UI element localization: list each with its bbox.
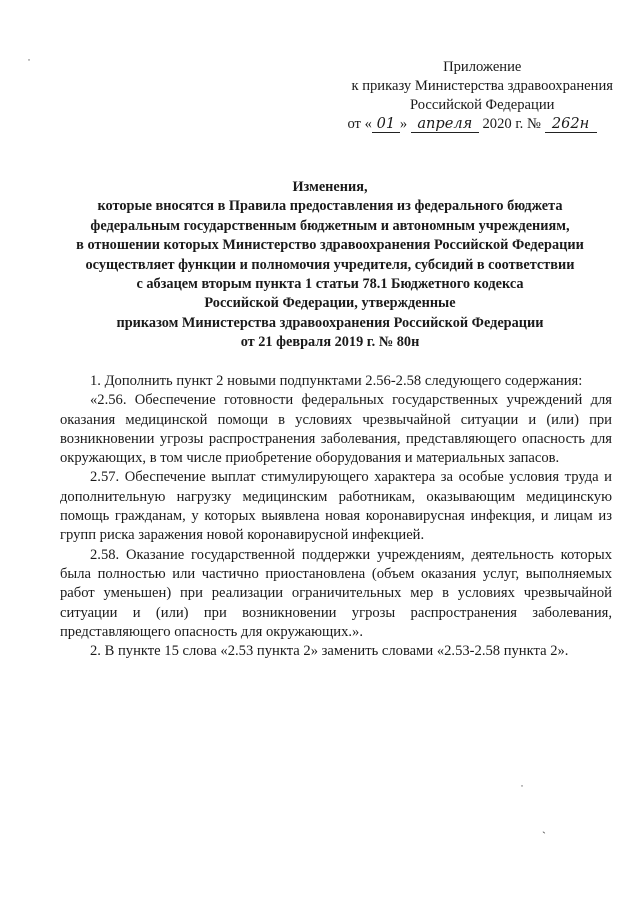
paragraph-item-1: 1. Дополнить пункт 2 новыми подпунктами 2.56-2.58 следующего содержания: — [90, 373, 583, 389]
handwritten-order-number: 262н — [545, 116, 597, 133]
title-line: которые вносятся в Правила предоставления из федерального бюджета — [97, 198, 563, 215]
title-line: осуществляет функции и полномочия учредителя, субсидий в соответствии — [85, 256, 575, 273]
title-line: федеральным государственным бюджетным и автономным учреждениям, — [90, 217, 570, 234]
order-date-quote: » — [399, 116, 408, 132]
appendix-order-ref: к приказу Министерства здравоохранения — [351, 78, 613, 94]
paragraph-2-58: 2.58. Оказание государственной поддержки учреждениям, деятельность которых была полностью или частично приостановлена (объем оказания услуг, выполняемых работ уменьшен) при реализации ограничительных мер в условиях чрезвычайной ситуации и (или) при возникновении угрозы распространения заболевания, представляющего опасность для окружающих.». — [60, 546, 612, 640]
paragraph-2-56: «2.56. Обеспечение готовности федеральных государственных учреждений для оказания медицинской помощи в условиях чрезвычайной ситуации и (или) при возникновении угрозы распространения заболевания, представляющего опасность для окружающих, в том числе приобретение оборудования и материальных запасов. — [60, 392, 612, 467]
scan-mark: ˏ — [542, 820, 546, 834]
handwritten-month: апреля — [411, 116, 479, 133]
paragraph-2-57: 2.57. Обеспечение выплат стимулирующего характера за особые условия труда и дополнительную нагрузку медицинским работникам, оказывающим медицинскую помощь гражданам, у которых выявлена новая коронавирусная инфекция, и лицам из групп риска заражения новой коронавирусной инфекцией. — [60, 469, 612, 544]
order-date-prefix: от « — [347, 116, 372, 132]
appendix-label: Приложение — [443, 59, 522, 75]
title-line: с абзацем вторым пункта 1 статьи 78.1 Бюджетного кодекса — [136, 276, 524, 293]
title-line: приказом Министерства здравоохранения Российской Федерации — [116, 314, 544, 331]
title-line: Изменения, — [292, 179, 368, 195]
scan-mark: ˙ — [27, 56, 31, 70]
appendix-header — [347, 58, 613, 134]
document-body — [60, 372, 612, 661]
scan-mark: ˙ — [520, 782, 524, 796]
title-line: в отношении которых Министерство здравоохранения Российской Федерации — [76, 237, 584, 254]
order-year: 2020 г. № — [482, 116, 541, 132]
document-title — [50, 178, 610, 353]
appendix-country: Российской Федерации — [409, 97, 555, 113]
title-line: от 21 февраля 2019 г. № 80н — [240, 334, 420, 351]
order-date-line — [347, 115, 613, 134]
handwritten-day: 01 — [372, 116, 400, 133]
paragraph-item-2: 2. В пункте 15 слова «2.53 пункта 2» заменить словами «2.53-2.58 пункта 2». — [90, 643, 569, 660]
title-line: Российской Федерации, утвержденные — [204, 295, 456, 312]
